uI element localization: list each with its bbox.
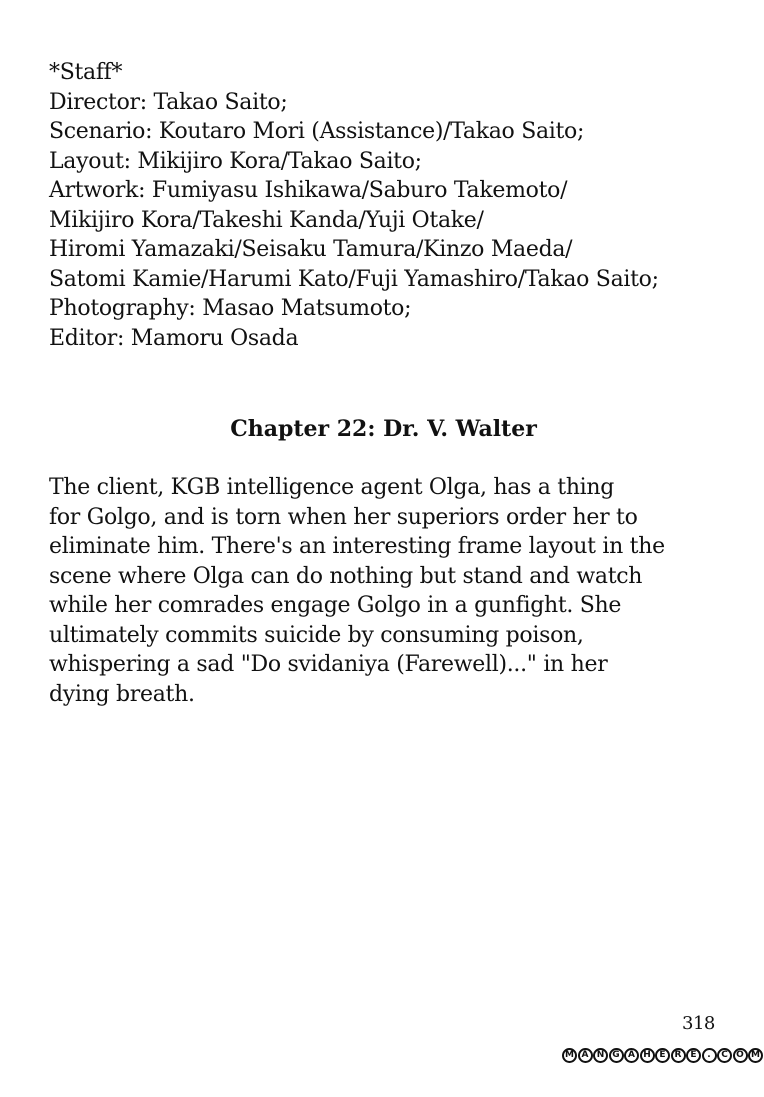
summary-line: while her comrades engage Golgo in a gunfight. She xyxy=(49,593,622,618)
summary-line: eliminate him. There's an interesting frame layout in the xyxy=(49,534,665,559)
watermark-letter: O xyxy=(733,1048,748,1063)
watermark-letter: M xyxy=(748,1048,763,1063)
page-number: 318 xyxy=(682,1013,715,1034)
watermark-letter: M xyxy=(562,1048,577,1063)
watermark-letter: R xyxy=(671,1048,686,1063)
summary-line: The client, KGB intelligence agent Olga, has a thing xyxy=(49,475,615,500)
staff-line-artwork-cont-2: Hiromi Yamazaki/Seisaku Tamura/Kinzo Maeda/ xyxy=(49,237,573,262)
staff-line-editor: Editor: Mamoru Osada xyxy=(49,325,299,351)
watermark-letter: C xyxy=(717,1048,732,1063)
watermark-letter: N xyxy=(593,1048,608,1063)
watermark-letter: A xyxy=(578,1048,593,1063)
staff-line-artwork-cont-1: Mikijiro Kora/Takeshi Kanda/Yuji Otake/ xyxy=(49,207,484,233)
summary-line: scene where Olga can do nothing but stand and watch xyxy=(49,563,643,589)
staff-credits xyxy=(49,58,729,353)
summary-line: ultimately commits suicide by consuming poison, xyxy=(49,622,584,648)
watermark-letter: E xyxy=(686,1048,701,1063)
watermark-logo xyxy=(562,1044,764,1066)
staff-line-layout: Layout: Mikijiro Kora/Takao Saito; xyxy=(49,148,422,174)
watermark-letter: H xyxy=(640,1048,655,1063)
watermark-letter: A xyxy=(624,1048,639,1063)
staff-line-director: Director: Takao Saito; xyxy=(49,89,288,115)
watermark-letter: E xyxy=(655,1048,670,1063)
staff-line-photography: Photography: Masao Matsumoto; xyxy=(49,296,412,321)
staff-heading: *Staff* xyxy=(49,60,123,85)
staff-line-artwork-cont-3: Satomi Kamie/Harumi Kato/Fuji Yamashiro/Takao Saito; xyxy=(49,266,659,292)
summary-line: for Golgo, and is torn when her superiors order her to xyxy=(49,504,638,530)
staff-line-artwork: Artwork: Fumiyasu Ishikawa/Saburo Takemoto/ xyxy=(49,178,568,203)
summary-line: whispering a sad "Do svidaniya (Farewell)..." in her xyxy=(49,652,608,677)
chapter-summary xyxy=(49,473,729,709)
watermark-letter: . xyxy=(702,1048,717,1063)
summary-line: dying breath. xyxy=(49,681,195,707)
watermark-letter: G xyxy=(609,1048,624,1063)
staff-line-scenario: Scenario: Koutaro Mori (Assistance)/Takao Saito; xyxy=(49,119,585,144)
chapter-title: Chapter 22: Dr. V. Walter xyxy=(230,416,537,442)
